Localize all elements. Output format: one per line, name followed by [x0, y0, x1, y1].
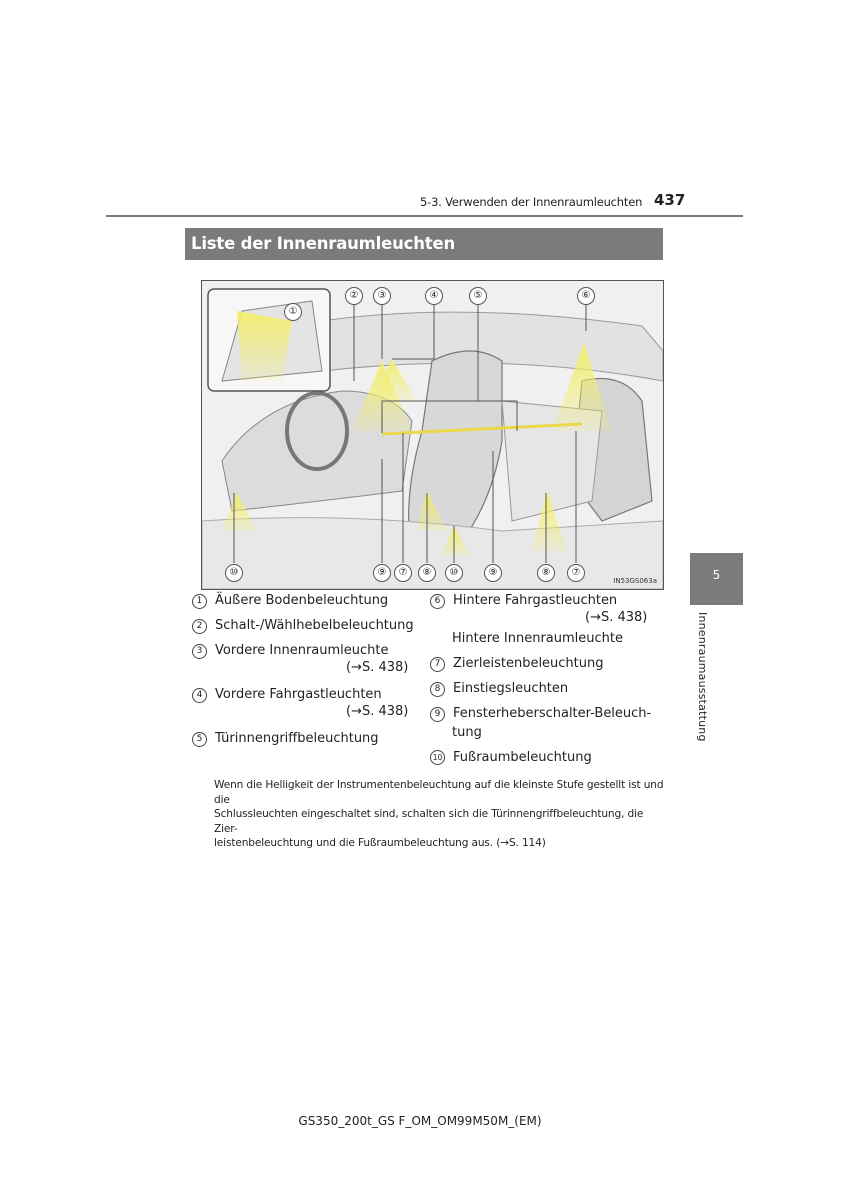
legend-number: 3	[192, 644, 207, 659]
legend-item-2	[192, 616, 414, 635]
legend-number: 1	[192, 594, 207, 609]
legend-item-9	[430, 704, 651, 723]
callout-3: ③	[373, 287, 391, 305]
legend-label: Äußere Bodenbeleuchtung	[215, 593, 389, 608]
callout-1: ①	[284, 303, 302, 321]
chapter-tab	[690, 553, 743, 605]
callout-6: ⑥	[577, 287, 595, 305]
callout-9-left: ⑨	[373, 564, 391, 582]
callout-8-right: ⑧	[537, 564, 555, 582]
page-number: 437	[654, 191, 686, 209]
legend-item-4	[192, 685, 382, 704]
legend-number: 7	[430, 657, 445, 672]
legend-item-6	[430, 591, 617, 610]
figure-code: IN53GS063a	[613, 577, 657, 585]
legend-number: 6	[430, 594, 445, 609]
legend-ref-6: (→S. 438)	[585, 610, 648, 625]
car-interior-drawing	[202, 281, 663, 589]
legend-number: 8	[430, 682, 445, 697]
legend-label: Fensterheberschalter-Beleuch-	[453, 706, 652, 721]
callout-4: ④	[425, 287, 443, 305]
legend-item-1	[192, 591, 388, 610]
legend-number: 9	[430, 707, 445, 722]
footer-code: GS350_200t_GS F_OM_OM99M50M_(EM)	[298, 1114, 542, 1128]
section-title-bar	[185, 228, 663, 260]
callout-9-right: ⑨	[484, 564, 502, 582]
callout-10-left: ⑩	[225, 564, 243, 582]
legend-item-8	[430, 679, 568, 698]
legend-label: Vordere Innenraumleuchte	[215, 643, 389, 658]
legend-label: Hintere Fahrgastleuchten	[453, 593, 618, 608]
callout-5: ⑤	[469, 287, 487, 305]
chapter-label: Innenraumausstattung	[696, 612, 709, 742]
legend-item-7	[430, 654, 604, 673]
callout-7-left: ⑦	[394, 564, 412, 582]
legend-ref-3: (→S. 438)	[346, 660, 409, 675]
legend-label: Schalt-/Wählhebelbeleuchtung	[215, 618, 414, 633]
note-line-3: leistenbeleuchtung und die Fußraumbeleuchtung aus. (→S. 114)	[214, 837, 546, 849]
callout-2: ②	[345, 287, 363, 305]
note-line-2: Schlussleuchten eingeschaltet sind, schalten sich die Türinnengriffbeleuchtung, die Zier-	[214, 808, 644, 835]
note-paragraph	[214, 778, 664, 851]
legend-label: Fußraumbeleuchtung	[453, 750, 592, 765]
legend-label: Zierleistenbeleuchtung	[453, 656, 604, 671]
legend-item-5	[192, 729, 379, 748]
legend-number: 10	[430, 750, 445, 765]
callout-8-left: ⑧	[418, 564, 436, 582]
note-line-1: Wenn die Helligkeit der Instrumentenbeleuchtung auf die kleinste Stufe gestellt ist und die	[214, 779, 664, 806]
legend-label: Einstiegsleuchten	[453, 681, 569, 696]
legend-number: 5	[192, 732, 207, 747]
legend-number: 2	[192, 619, 207, 634]
legend-label: Vordere Fahrgastleuchten	[215, 687, 382, 702]
callout-7-right: ⑦	[567, 564, 585, 582]
legend-item-9-extra: tung	[452, 725, 482, 740]
legend-item-3	[192, 641, 389, 660]
callout-10-middle: ⑩	[445, 564, 463, 582]
legend-number: 4	[192, 688, 207, 703]
interior-lights-illustration	[201, 280, 664, 590]
header-divider	[106, 215, 743, 217]
chapter-number: 5	[712, 568, 721, 582]
legend-item-10	[430, 748, 592, 767]
legend-ref-4: (→S. 438)	[346, 704, 409, 719]
legend-label: Türinnengriffbeleuchtung	[215, 731, 379, 746]
section-title: Liste der Innenraumleuchten	[191, 234, 456, 253]
legend-item-6-extra: Hintere Innenraumleuchte	[452, 631, 624, 646]
section-header: 5-3. Verwenden der Innenraumleuchten	[420, 195, 643, 209]
